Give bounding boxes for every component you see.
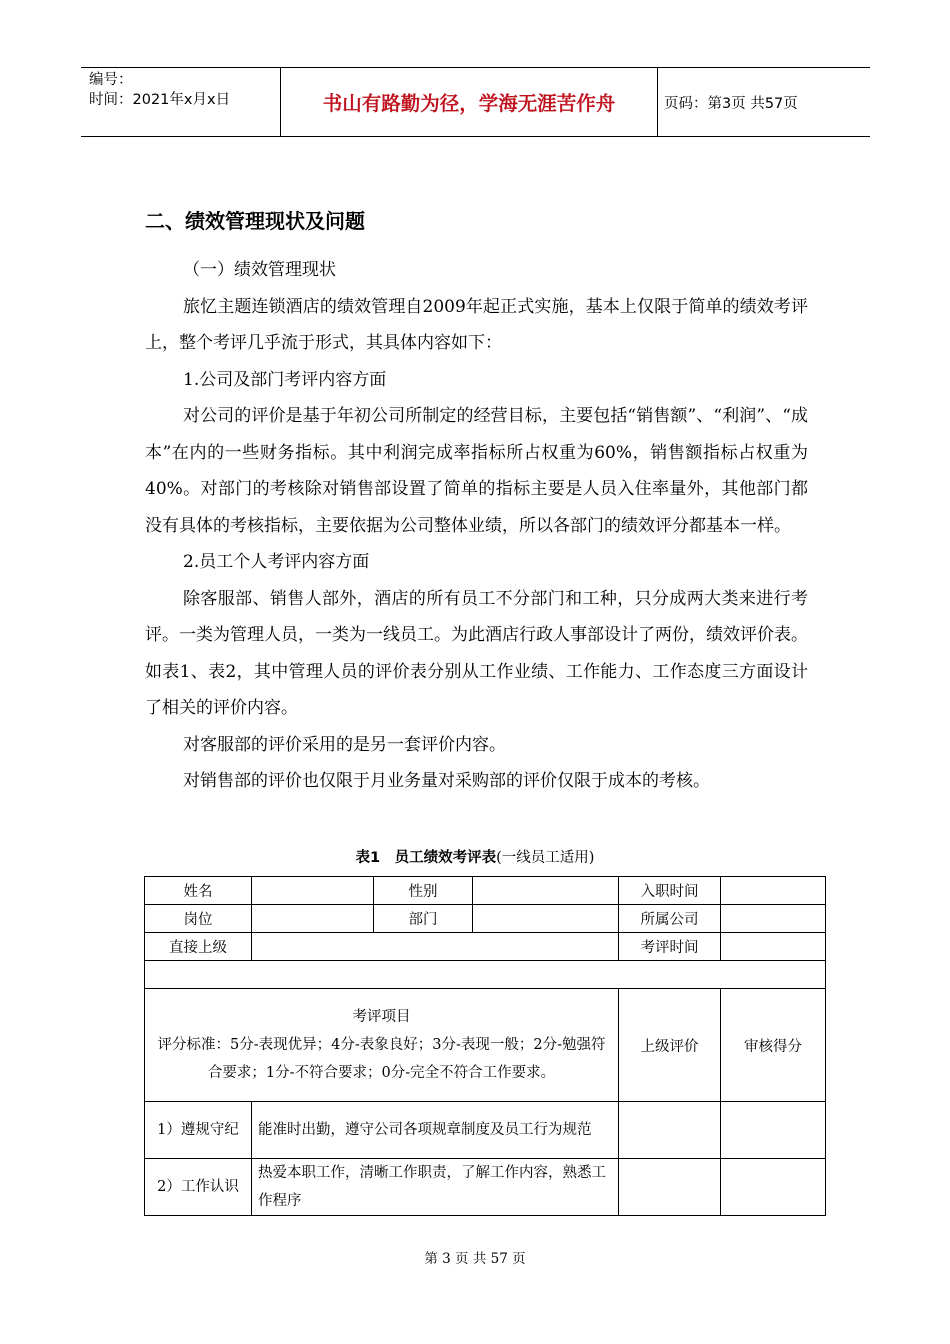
table-cell-label: 姓名 [145, 877, 252, 905]
paragraph: 对销售部的评价也仅限于月业务量对采购部的评价仅限于成本的考核。 [183, 771, 710, 791]
hire-date-value-cell[interactable] [721, 877, 826, 905]
blank-cell [145, 961, 826, 989]
sub-heading-1: 1.公司及部门考评内容方面 [183, 369, 387, 390]
page-header [81, 67, 870, 137]
table-row-blank [145, 961, 826, 989]
table-row-item [145, 1159, 826, 1216]
review-date-value-cell[interactable] [721, 933, 826, 961]
item-name: 2）工作认识 [145, 1159, 252, 1216]
section-title: 二、绩效管理现状及问题 [145, 209, 365, 233]
item-name: 1）遵规守纪 [145, 1102, 252, 1159]
name-value-cell[interactable] [252, 877, 374, 905]
header-motto: 书山有路勤为径，学海无涯苦作舟 [281, 68, 658, 136]
body-content [145, 252, 808, 800]
criteria-title: 考评项目 [352, 1009, 411, 1025]
document-number: 编号： [89, 72, 133, 88]
table-cell-label: 岗位 [145, 905, 252, 933]
header-page-info: 页码：第3页 共57页 [664, 95, 798, 112]
document-date: 时间：2021年x月x日 [89, 92, 231, 108]
table-row-item [145, 1102, 826, 1159]
table-caption [0, 846, 950, 867]
table-row-criteria [145, 989, 826, 1102]
page-footer: 第 3 页 共 57 页 [424, 1251, 526, 1267]
item-description: 热爱本职工作，清晰工作职责，了解工作内容，熟悉工作程序 [252, 1159, 619, 1216]
table-row [145, 933, 826, 961]
table-row [145, 877, 826, 905]
table-caption-title: 表1 员工绩效考评表 [355, 850, 497, 866]
paragraph: 除客服部、销售人部外，酒店的所有员工不分部门和工种，只分成两大类来进行考评。一类为管理人员，一类为一线员工。为此酒店行政人事部设计了两份，绩效评价表。如表1、表2，其中管理人员的评价表分别从工作业绩、工作能力、工作态度三方面设计了相关的评价内容。 [145, 588, 808, 718]
supervisor-eval-cell[interactable] [619, 1102, 721, 1159]
supervisor-value-cell[interactable] [252, 933, 619, 961]
table-cell-label: 性别 [374, 877, 473, 905]
evaluation-table [144, 876, 826, 1216]
table-cell-label: 入职时间 [619, 877, 721, 905]
header-meta [81, 68, 281, 136]
audit-score-header: 审核得分 [721, 989, 826, 1102]
audit-score-cell[interactable] [721, 1102, 826, 1159]
department-value-cell[interactable] [473, 905, 619, 933]
paragraph: 对客服部的评价采用的是另一套评价内容。 [183, 734, 506, 755]
table-caption-note: (一线员工适用) [496, 850, 595, 866]
table-cell-label: 部门 [374, 905, 473, 933]
subsection-heading: （一）绩效管理现状 [183, 260, 336, 280]
item-description: 能准时出勤，遵守公司各项规章制度及员工行为规范 [252, 1102, 619, 1159]
criteria-text: 评分标准：5分-表现优异；4分-表象良好；3分-表现一般；2分-勉强符合要求；1分-不符合要求；0分-完全不符合工作要求。 [157, 1037, 606, 1081]
position-value-cell[interactable] [252, 905, 374, 933]
criteria-cell [145, 989, 619, 1102]
table-cell-label: 所属公司 [619, 905, 721, 933]
supervisor-eval-header: 上级评价 [619, 989, 721, 1102]
supervisor-eval-cell[interactable] [619, 1159, 721, 1216]
table-cell-label: 考评时间 [619, 933, 721, 961]
paragraph: 旅忆主题连锁酒店的绩效管理自2009年起正式实施，基本上仅限于简单的绩效考评上，整个考评几乎流于形式，其具体内容如下： [145, 296, 808, 353]
company-value-cell[interactable] [721, 905, 826, 933]
gender-value-cell[interactable] [473, 877, 619, 905]
sub-heading-2: 2.员工个人考评内容方面 [183, 552, 370, 572]
table-cell-label: 直接上级 [145, 933, 252, 961]
audit-score-cell[interactable] [721, 1159, 826, 1216]
table-row [145, 905, 826, 933]
paragraph: 对公司的评价是基于年初公司所制定的经营目标，主要包括“销售额”、“利润”、“成本”在内的一些财务指标。其中利润完成率指标所占权重为60%，销售额指标占权重为40%。对部门的考核除对销售部设置了简单的指标主要是人员入住率量外，其他部门都没有具体的考核指标，主要依据为公司整体业绩，所以各部门的绩效评分都基本一样。 [145, 406, 808, 536]
